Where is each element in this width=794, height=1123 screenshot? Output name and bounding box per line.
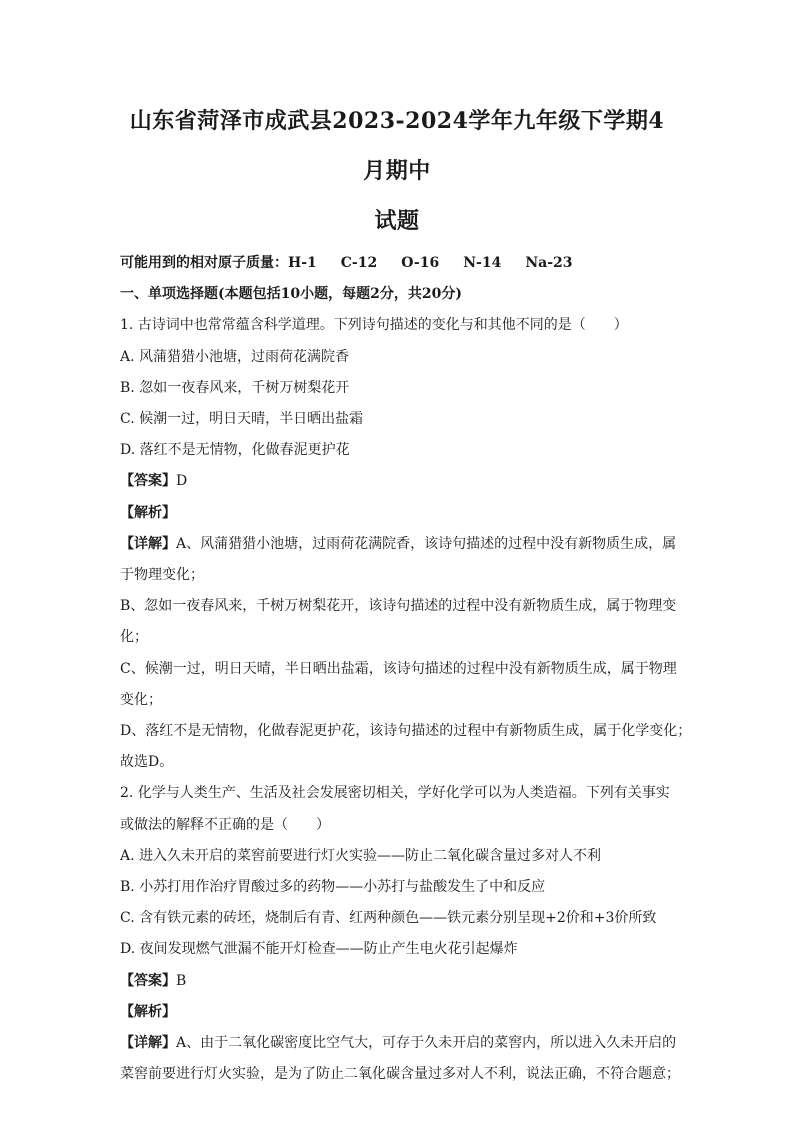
atomic-mass-na: Na-23 [525,255,573,271]
answer-value: D [176,473,188,490]
question-1-answer [120,466,674,497]
atomic-mass-h: H-1 [288,255,317,271]
question-2-analysis-tag: 【解析】 [120,1003,176,1020]
question-2-stem-line-2: 或做法的解释不正确的是（ ） [120,816,330,833]
question-1-explanation-line-8: 故选D。 [120,754,174,771]
detail-tag: 【详解】 [120,1035,176,1052]
explanation-text: A、由于二氧化碳密度比空气大，可存于久未开启的菜窖内，所以进入久未开启的 [176,1035,677,1052]
question-1-option-d: D. 落红不是无情物，化做春泥更护花 [120,442,350,459]
question-1-explanation-line-7: D、落红不是无情物，化做春泥更护花，该诗句描述的过程中有新物质生成，属于化学变化； [120,723,692,740]
question-2-explanation-line-1 [120,1028,677,1059]
atomic-mass-label: 可能用到的相对原子质量： [120,255,288,271]
document-title-line-1: 山东省菏泽市成武县2023-2024学年九年级下学期4月期中 [129,108,665,184]
question-1-option-a: A. 风蒲猎猎小池塘，过雨荷花满院香 [120,348,350,365]
section-heading: 一、单项选择题(本题包括10小题，每题2分，共20分) [120,286,462,303]
answer-tag: 【答案】 [120,473,176,490]
question-1-option-c: C. 候潮一过，明日天晴，半日晒出盐霜 [120,411,364,428]
question-1-explanation-line-3: B、忽如一夜春风来，千树万树梨花开，该诗句描述的过程中没有新物质生成，属于物理变 [120,598,677,615]
question-1-analysis-tag: 【解析】 [120,504,176,521]
question-1-explanation-line-2: 于物理变化； [120,567,204,584]
atomic-mass-n: N-14 [463,255,502,271]
answer-value: B [176,972,187,989]
question-2-option-b: B. 小苏打用作治疗胃酸过多的药物——小苏打与盐酸发生了中和反应 [120,879,546,896]
question-1-option-b: B. 忽如一夜春风来，千树万树梨花开 [120,379,350,396]
question-1-explanation-line-6: 变化； [120,691,162,708]
question-1-stem: 1. 古诗词中也常常蕴含科学道理。下列诗句描述的变化与和其他不同的是（ ） [120,317,628,334]
detail-tag: 【详解】 [120,535,176,552]
answer-tag: 【答案】 [120,972,176,989]
explanation-text: A、风蒲猎猎小池塘，过雨荷花满院香，该诗句描述的过程中没有新物质生成，属 [176,535,677,552]
question-1-explanation-line-5: C、候潮一过，明日天晴，半日晒出盐霜，该诗句描述的过程中没有新物质生成，属于物理 [120,660,677,677]
question-1-explanation-line-1 [120,529,677,560]
question-2-explanation-line-2: 菜窖前要进行灯火实验，是为了防止二氧化碳含量过多对人不利，说法正确，不符合题意； [120,1066,680,1083]
question-2-answer [120,966,674,997]
question-2-option-c: C. 含有铁元素的砖坯，烧制后有青、红两种颜色——铁元素分别呈现+2价和+3价所致 [120,910,657,927]
atomic-mass-c: C-12 [340,255,378,271]
atomic-mass-line [120,248,674,279]
question-1-explanation-line-4: 化； [120,629,148,646]
question-2-option-d: D. 夜间发现燃气泄漏不能开灯检查——防止产生电火花引起爆炸 [120,941,518,958]
atomic-mass-o: O-16 [401,255,440,271]
question-2-stem-line-1: 2. 化学与人类生产、生活及社会发展密切相关，学好化学可以为人类造福。下列有关事实 [120,785,670,802]
question-2-option-a: A. 进入久未开启的菜窖前要进行灯火实验——防止二氧化碳含量过多对人不利 [120,847,602,864]
document-title-line-2: 试题 [374,208,420,234]
